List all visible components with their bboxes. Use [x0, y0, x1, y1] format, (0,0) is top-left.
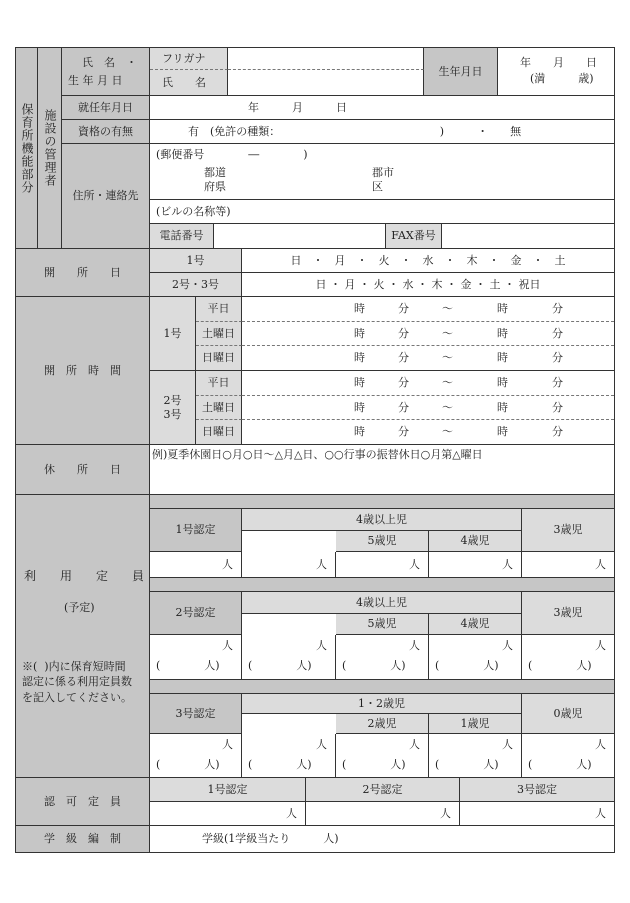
hours-g1-weekday-cell: [196, 297, 242, 322]
capacity-block3-last-cell: [522, 694, 614, 734]
name-input[interactable]: [228, 70, 424, 96]
capacity-block1-cert-cell: [150, 509, 242, 552]
birth-value-line2: (満 歳): [530, 72, 594, 85]
person-unit: 人: [502, 557, 513, 571]
capacity-block3-input-2[interactable]: [242, 734, 336, 778]
capacity-block2-sub2-cell: [429, 614, 522, 635]
prefecture-text-2: 府県: [204, 180, 226, 193]
person-unit: 人: [222, 557, 233, 571]
paren-unit: ( 人): [342, 758, 406, 771]
open-hours-group2-cell: [150, 371, 196, 445]
class-value: 学級(1学級当たり 人): [202, 832, 339, 845]
approved-input-1[interactable]: [150, 802, 306, 826]
name-label-cell: [150, 70, 228, 96]
class-label-cell: [16, 826, 150, 852]
paren-unit: ( 人): [248, 659, 312, 672]
furigana-input[interactable]: [228, 48, 424, 70]
name-birth-label-line2: 生 年 月 日: [68, 74, 123, 87]
capacity-block1-sub1-cell: [336, 531, 429, 552]
time-range-text: 時 分 ～ 時 分: [354, 401, 563, 414]
open-hours-label-cell: [16, 297, 150, 445]
furigana-label: フリガナ: [162, 51, 206, 65]
approved-header-2-cell: [306, 778, 460, 802]
person-unit: 人: [409, 557, 420, 571]
furigana-label-cell: [150, 48, 228, 70]
capacity-block3-input-4[interactable]: [429, 734, 522, 778]
time-range-text: 時 分 ～ 時 分: [354, 351, 563, 364]
qual-input[interactable]: [150, 120, 614, 144]
sunday-label: 日曜日: [202, 425, 235, 439]
appoint-label: 就任年月日: [78, 100, 133, 114]
time-range-text: 時 分 ～ 時 分: [354, 425, 563, 438]
capacity-block2-band: [150, 578, 614, 592]
capacity-block3-last: 0歳児: [553, 706, 583, 720]
capacity-block3-sub1-cell: [336, 714, 429, 734]
open-days-row1-value: 日 ・ 月 ・ 火 ・ 水 ・ 木 ・ 金 ・ 土: [290, 253, 566, 267]
paren-unit: ( 人): [342, 659, 406, 672]
paren-unit: ( 人): [156, 758, 220, 771]
capacity-label-cell: [16, 495, 150, 778]
capacity-block1-last: 3歳児: [553, 523, 583, 537]
capacity-block3-input-3[interactable]: [336, 734, 429, 778]
open-days-row2-value: 日 ・ 月 ・ 火 ・ 水 ・ 木 ・ 金 ・ 土 ・ 祝日: [315, 277, 541, 291]
person-unit: 人: [440, 806, 451, 820]
tel-label-cell: [150, 224, 214, 249]
name-birth-label-cell: [62, 48, 150, 96]
approved-input-2[interactable]: [306, 802, 460, 826]
capacity-block2-sub2: 4歳児: [460, 617, 490, 631]
approved-label: 認 可 定 員: [44, 794, 121, 808]
capacity-block3-input-1[interactable]: [150, 734, 242, 778]
open-days-row1-label-cell: [150, 249, 242, 273]
capacity-block3-sub2: 1歳児: [460, 716, 490, 730]
person-unit: 人: [316, 738, 327, 751]
address-label-cell: [62, 144, 150, 249]
paren-unit: ( 人): [248, 758, 312, 771]
city-text-1: 郡市: [372, 166, 394, 179]
section-label: 保育所機能部分: [20, 102, 34, 194]
birth-input[interactable]: [498, 48, 614, 96]
capacity-block3-cert-cell: [150, 694, 242, 734]
building-input[interactable]: [150, 200, 614, 224]
capacity-block1-input-3[interactable]: [336, 552, 429, 578]
open-days-row1-label: 1号: [186, 253, 205, 267]
hours-g1-sunday-input[interactable]: [242, 346, 614, 371]
person-unit: 人: [286, 806, 297, 820]
capacity-block2-cert-cell: [150, 592, 242, 635]
time-range-text: 時 分 ～ 時 分: [354, 376, 563, 389]
qual-label: 資格の有無: [78, 124, 133, 138]
birth-value-line1: 年 月 日: [520, 56, 597, 69]
capacity-block2-input-1[interactable]: [150, 635, 242, 680]
address-input[interactable]: [150, 144, 614, 200]
open-hours-group1-cell: [150, 297, 196, 371]
paren-unit: ( 人): [435, 659, 499, 672]
qual-label-cell: [62, 120, 150, 144]
capacity-block2-sub1: 5歳児: [367, 617, 397, 631]
person-unit: 人: [595, 738, 606, 751]
approved-header-1-cell: [150, 778, 306, 802]
class-label: 学 級 編 制: [44, 832, 121, 846]
hours-g2-weekday-input[interactable]: [242, 371, 614, 396]
capacity-label-sub: (予定): [64, 601, 95, 614]
capacity-block2-input-4[interactable]: [429, 635, 522, 680]
open-days-label: 開 所 日: [44, 265, 121, 279]
capacity-block2-input-3[interactable]: [336, 635, 429, 680]
birth-label: 生年月日: [438, 64, 483, 78]
appoint-value: 年 月 日: [248, 101, 347, 114]
name-birth-label-line1: 氏 名 ・: [82, 56, 137, 69]
capacity-block1-input-5[interactable]: [522, 552, 614, 578]
capacity-block2-input-5[interactable]: [522, 635, 614, 680]
closed-days-label: 休 所 日: [44, 462, 121, 476]
open-days-label-cell: [16, 249, 150, 297]
hours-g1-weekday-input[interactable]: [242, 297, 614, 322]
person-unit: 人: [316, 557, 327, 571]
hours-g1-saturday-input[interactable]: [242, 322, 614, 346]
capacity-block2-sub1-cell: [336, 614, 429, 635]
open-days-row2-label-cell: [150, 273, 242, 297]
fax-label-cell: [386, 224, 442, 249]
open-days-row2-input[interactable]: [242, 273, 614, 297]
tel-input[interactable]: [214, 224, 386, 249]
closed-days-input[interactable]: [150, 445, 614, 495]
hours-g2-sunday-cell: [196, 420, 242, 445]
section-label-cell: [16, 48, 38, 249]
paren-unit: ( 人): [435, 758, 499, 771]
class-input[interactable]: [150, 826, 614, 852]
capacity-block1-group: 4歳以上児: [356, 512, 407, 526]
time-range-text: 時 分 ～ 時 分: [354, 302, 563, 315]
hours-g1-saturday-cell: [196, 322, 242, 346]
weekday-label: 平日: [207, 302, 230, 316]
capacity-block1-band: [150, 495, 614, 509]
address-label: 住所・連絡先: [72, 189, 139, 203]
hours-g2-weekday-cell: [196, 371, 242, 396]
open-hours-group2-label-2: 3号: [163, 407, 182, 421]
capacity-block1-sub1: 5歳児: [367, 534, 397, 548]
capacity-block1-input-4[interactable]: [429, 552, 522, 578]
approved-label-cell: [16, 778, 150, 826]
building-text: (ビルの名称等): [156, 204, 231, 218]
capacity-block2-cert: 2号認定: [175, 606, 216, 620]
city-text-2: 区: [372, 180, 383, 193]
open-days-row1-input[interactable]: [242, 249, 614, 273]
capacity-block3-group: 1・2歳児: [358, 696, 405, 710]
capacity-block1-sub2: 4歳児: [460, 534, 490, 548]
hours-g2-sunday-input[interactable]: [242, 420, 614, 445]
prefecture-text-1: 都道: [204, 166, 226, 179]
capacity-label: 利 用 定 員: [24, 569, 145, 583]
hours-g2-saturday-cell: [196, 396, 242, 420]
saturday-label: 土曜日: [202, 326, 235, 340]
application-form: [15, 47, 615, 853]
person-unit: 人: [316, 639, 327, 652]
capacity-block2-group-cell: [242, 592, 522, 614]
person-unit: 人: [502, 639, 513, 652]
closed-days-label-cell: [16, 445, 150, 495]
capacity-block2-input-2[interactable]: [242, 635, 336, 680]
open-hours-group2-label-1: 2号: [163, 393, 182, 407]
capacity-block2-last: 3歳児: [553, 606, 583, 620]
capacity-block3-group-cell: [242, 694, 522, 714]
capacity-note: ※( )内に保育短時間 認定に係る利用定員数 を記入してください。: [22, 660, 132, 704]
person-unit: 人: [222, 738, 233, 751]
capacity-block2-last-cell: [522, 592, 614, 635]
capacity-block1-input-1[interactable]: [150, 552, 242, 578]
sunday-label: 日曜日: [202, 351, 235, 365]
paren-unit: ( 人): [528, 659, 592, 672]
person-unit: 人: [409, 738, 420, 751]
approved-header-3-cell: [460, 778, 614, 802]
hours-g1-sunday-cell: [196, 346, 242, 371]
appoint-input[interactable]: [150, 96, 614, 120]
approved-header-2: 2号認定: [362, 782, 403, 796]
person-unit: 人: [595, 639, 606, 652]
paren-unit: ( 人): [156, 659, 220, 672]
tel-label: 電話番号: [159, 229, 204, 243]
fax-label: FAX番号: [391, 229, 436, 243]
open-hours-label: 開 所 時 間: [44, 363, 121, 377]
approved-header-1: 1号認定: [207, 782, 248, 796]
capacity-block1-group-cell: [242, 509, 522, 531]
postal-code-text: (郵便番号 ― ): [156, 148, 308, 161]
weekday-label: 平日: [207, 376, 230, 390]
capacity-block3-input-5[interactable]: [522, 734, 614, 778]
approved-input-3[interactable]: [460, 802, 614, 826]
person-unit: 人: [409, 639, 420, 652]
capacity-block1-input-2[interactable]: [242, 552, 336, 578]
fax-input[interactable]: [442, 224, 614, 249]
manager-label: 施設の管理者: [43, 109, 57, 187]
capacity-block3-band: [150, 680, 614, 694]
birth-label-cell: [424, 48, 498, 96]
capacity-block3-sub1: 2歳児: [367, 716, 397, 730]
time-range-text: 時 分 ～ 時 分: [354, 327, 563, 340]
open-hours-group1-label: 1号: [163, 326, 182, 340]
person-unit: 人: [502, 738, 513, 751]
name-label: 氏 名: [162, 75, 206, 89]
manager-label-cell: [38, 48, 62, 249]
closed-days-example: 例)夏季休園日○月○日～△月△日、○○行事の振替休日○月第△曜日: [152, 448, 483, 461]
person-unit: 人: [222, 639, 233, 652]
saturday-label: 土曜日: [202, 400, 235, 414]
appoint-label-cell: [62, 96, 150, 120]
qual-value: 有 (免許の種類： ) ・ 無: [188, 125, 522, 138]
capacity-block3-cert: 3号認定: [175, 706, 216, 720]
paren-unit: ( 人): [528, 758, 592, 771]
capacity-block1-cert: 1号認定: [175, 523, 216, 537]
capacity-block1-sub2-cell: [429, 531, 522, 552]
capacity-block2-group: 4歳以上児: [356, 595, 407, 609]
person-unit: 人: [595, 557, 606, 571]
hours-g2-saturday-input[interactable]: [242, 396, 614, 420]
capacity-block1-last-cell: [522, 509, 614, 552]
open-days-row2-label: 2号・3号: [172, 277, 219, 291]
person-unit: 人: [595, 806, 606, 820]
approved-header-3: 3号認定: [517, 782, 557, 796]
capacity-block3-sub2-cell: [429, 714, 522, 734]
